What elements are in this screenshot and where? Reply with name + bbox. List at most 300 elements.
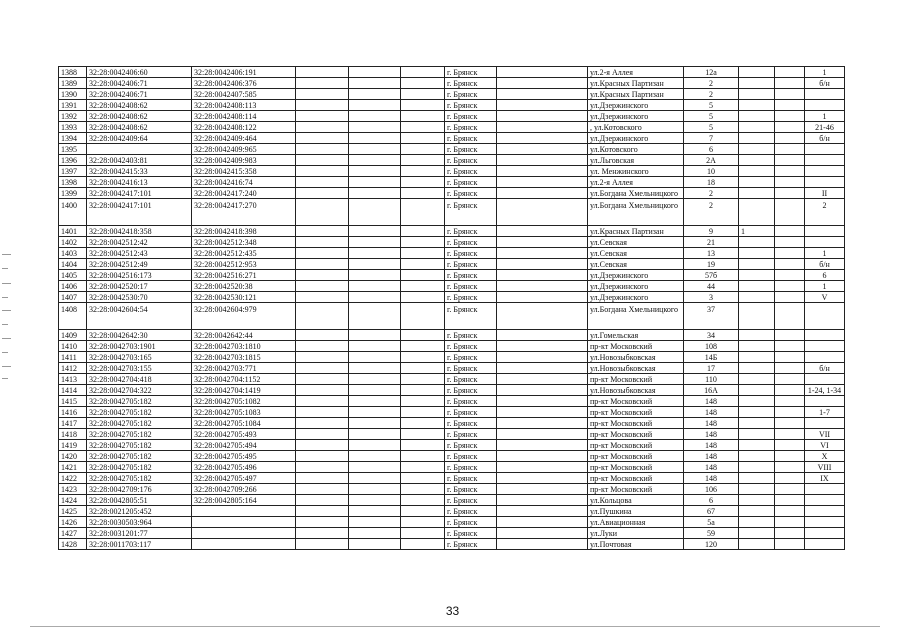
cell-part (805, 89, 845, 100)
cell-city: г. Брянск (445, 292, 497, 303)
table-row (59, 188, 845, 199)
empty-cell (775, 166, 805, 177)
empty-cell (401, 440, 445, 451)
cell-street: пр-кт Московский (588, 429, 684, 440)
cell-part: б/н (805, 133, 845, 144)
empty-cell (401, 484, 445, 495)
empty-cell (775, 281, 805, 292)
cell-cad: 32:28:0042418:358 (87, 226, 192, 237)
cell-cad2: 32:28:0042409:464 (192, 133, 296, 144)
empty-cell (775, 352, 805, 363)
cell-bld: 108 (684, 341, 739, 352)
empty-cell (296, 188, 349, 199)
cell-extra (739, 374, 775, 385)
cell-street: ул.Богдана Хмельницкого (588, 199, 684, 226)
empty-cell (296, 528, 349, 539)
empty-cell (349, 166, 401, 177)
empty-cell (775, 330, 805, 341)
cell-city: г. Брянск (445, 78, 497, 89)
empty-cell (401, 407, 445, 418)
cell-street: ул.Дзержинского (588, 111, 684, 122)
cell-extra (739, 341, 775, 352)
cell-cad: 32:28:0042703:155 (87, 363, 192, 374)
cell-street: ул.Новозыбковская (588, 352, 684, 363)
table-row (59, 67, 845, 78)
cell-cad2: 32:28:0042417:240 (192, 188, 296, 199)
cell-extra (739, 67, 775, 78)
cell-street: ул.Дзержинского (588, 292, 684, 303)
cell-street: пр-кт Московский (588, 418, 684, 429)
cell-extra (739, 385, 775, 396)
cell-extra (739, 177, 775, 188)
empty-cell (349, 330, 401, 341)
empty-cell (296, 517, 349, 528)
empty-cell (497, 407, 588, 418)
cell-street: пр-кт Московский (588, 440, 684, 451)
empty-cell (349, 188, 401, 199)
edge-mark (2, 268, 8, 269)
cell-cad2: 32:28:0042512:953 (192, 259, 296, 270)
cell-bld: 5 (684, 122, 739, 133)
cell-part (805, 226, 845, 237)
empty-cell (401, 303, 445, 330)
cell-part (805, 144, 845, 155)
table-row (59, 539, 845, 550)
empty-cell (401, 396, 445, 407)
cell-city: г. Брянск (445, 418, 497, 429)
table-row (59, 111, 845, 122)
empty-cell (401, 122, 445, 133)
cell-street: ул.Дзержинского (588, 281, 684, 292)
cell-part: 2 (805, 199, 845, 226)
cell-part: б/н (805, 363, 845, 374)
empty-cell (497, 352, 588, 363)
empty-cell (497, 226, 588, 237)
cell-cad2 (192, 517, 296, 528)
cell-cad2: 32:28:0042408:122 (192, 122, 296, 133)
cell-city: г. Брянск (445, 177, 497, 188)
register-sheet (58, 66, 844, 550)
cell-cad: 32:28:0042408:62 (87, 122, 192, 133)
edge-mark (2, 352, 8, 353)
cell-city: г. Брянск (445, 144, 497, 155)
empty-cell (296, 259, 349, 270)
table-row (59, 440, 845, 451)
cell-city: г. Брянск (445, 440, 497, 451)
cell-part (805, 418, 845, 429)
empty-cell (775, 517, 805, 528)
cell-street: ул. Менжинского (588, 166, 684, 177)
empty-cell (497, 237, 588, 248)
cell-cad2 (192, 506, 296, 517)
cell-street: ул.Льговская (588, 155, 684, 166)
cell-extra (739, 100, 775, 111)
table-row (59, 385, 845, 396)
empty-cell (349, 539, 401, 550)
empty-cell (497, 506, 588, 517)
empty-cell (497, 473, 588, 484)
empty-cell (497, 111, 588, 122)
cell-cad: 32:28:0042705:182 (87, 407, 192, 418)
empty-cell (497, 89, 588, 100)
table-row (59, 281, 845, 292)
empty-cell (296, 385, 349, 396)
cell-city: г. Брянск (445, 429, 497, 440)
cell-cad: 32:28:0042705:182 (87, 396, 192, 407)
empty-cell (497, 528, 588, 539)
cell-street: пр-кт Московский (588, 462, 684, 473)
cell-cad: 32:28:0042703:165 (87, 352, 192, 363)
empty-cell (775, 270, 805, 281)
empty-cell (775, 506, 805, 517)
cell-cad: 32:28:0042705:182 (87, 462, 192, 473)
cell-cad2: 32:28:0042604:979 (192, 303, 296, 330)
cell-city: г. Брянск (445, 473, 497, 484)
cell-bld: 148 (684, 473, 739, 484)
empty-cell (497, 122, 588, 133)
cell-bld: 5а (684, 517, 739, 528)
cell-part (805, 506, 845, 517)
cell-street: ул.Новозыбковская (588, 363, 684, 374)
empty-cell (296, 100, 349, 111)
empty-cell (497, 133, 588, 144)
cell-cad2: 32:28:0042409:983 (192, 155, 296, 166)
cell-extra (739, 303, 775, 330)
cell-street: ул.Красных Партизан (588, 78, 684, 89)
empty-cell (401, 78, 445, 89)
cell-bld: 59 (684, 528, 739, 539)
cell-part: 1 (805, 67, 845, 78)
empty-cell (497, 188, 588, 199)
empty-cell (775, 199, 805, 226)
cell-extra: 1 (739, 226, 775, 237)
cell-bld: 148 (684, 451, 739, 462)
cell-street: ул.Богдана Хмельницкого (588, 188, 684, 199)
cell-cad: 32:28:0042512:42 (87, 237, 192, 248)
empty-cell (497, 292, 588, 303)
empty-cell (349, 396, 401, 407)
cell-part (805, 528, 845, 539)
cell-num: 1424 (59, 495, 87, 506)
cell-city: г. Брянск (445, 199, 497, 226)
empty-cell (349, 484, 401, 495)
cell-num: 1416 (59, 407, 87, 418)
empty-cell (775, 78, 805, 89)
empty-cell (497, 374, 588, 385)
cell-cad: 32:28:0042416:13 (87, 177, 192, 188)
cell-city: г. Брянск (445, 341, 497, 352)
table-row (59, 407, 845, 418)
table-row (59, 473, 845, 484)
empty-cell (349, 122, 401, 133)
cell-cad2 (192, 539, 296, 550)
empty-cell (775, 484, 805, 495)
cell-street: ул.Дзержинского (588, 270, 684, 281)
cell-part (805, 155, 845, 166)
empty-cell (497, 484, 588, 495)
cell-bld: 110 (684, 374, 739, 385)
cell-num: 1411 (59, 352, 87, 363)
cell-extra (739, 429, 775, 440)
cell-cad: 32:28:0042705:182 (87, 418, 192, 429)
cell-extra (739, 78, 775, 89)
empty-cell (349, 177, 401, 188)
table-row (59, 363, 845, 374)
empty-cell (401, 188, 445, 199)
cell-part: б/н (805, 259, 845, 270)
empty-cell (775, 473, 805, 484)
empty-cell (775, 188, 805, 199)
empty-cell (349, 407, 401, 418)
cell-part: VIII (805, 462, 845, 473)
empty-cell (401, 418, 445, 429)
empty-cell (401, 89, 445, 100)
cell-bld: 2 (684, 89, 739, 100)
empty-cell (349, 528, 401, 539)
cell-cad (87, 144, 192, 155)
empty-cell (497, 385, 588, 396)
empty-cell (296, 539, 349, 550)
empty-cell (349, 248, 401, 259)
cell-cad: 32:28:0042705:182 (87, 451, 192, 462)
empty-cell (296, 440, 349, 451)
cell-bld: 37 (684, 303, 739, 330)
empty-cell (775, 539, 805, 550)
table-row (59, 177, 845, 188)
cell-num: 1400 (59, 199, 87, 226)
edge-mark (2, 366, 11, 367)
cell-num: 1399 (59, 188, 87, 199)
empty-cell (775, 429, 805, 440)
cell-city: г. Брянск (445, 363, 497, 374)
empty-cell (401, 473, 445, 484)
cell-cad2: 32:28:0042704:1152 (192, 374, 296, 385)
cell-bld: 67 (684, 506, 739, 517)
table-row (59, 451, 845, 462)
empty-cell (497, 341, 588, 352)
cell-cad2: 32:28:0042407:585 (192, 89, 296, 100)
cell-num: 1391 (59, 100, 87, 111)
empty-cell (401, 237, 445, 248)
cell-street: ул.Севская (588, 259, 684, 270)
cell-part: 1 (805, 281, 845, 292)
empty-cell (401, 528, 445, 539)
empty-cell (497, 78, 588, 89)
empty-cell (349, 462, 401, 473)
cell-extra (739, 517, 775, 528)
table-row (59, 396, 845, 407)
cell-street: ул.Красных Партизан (588, 89, 684, 100)
empty-cell (349, 270, 401, 281)
empty-cell (775, 122, 805, 133)
empty-cell (296, 177, 349, 188)
cell-street: пр-кт Московский (588, 374, 684, 385)
cell-num: 1401 (59, 226, 87, 237)
table-row (59, 144, 845, 155)
table-row (59, 259, 845, 270)
cell-bld: 3 (684, 292, 739, 303)
empty-cell (401, 133, 445, 144)
empty-cell (296, 341, 349, 352)
cell-city: г. Брянск (445, 122, 497, 133)
empty-cell (349, 89, 401, 100)
cell-cad2: 32:28:0042409:965 (192, 144, 296, 155)
cell-cad: 32:28:0042530:70 (87, 292, 192, 303)
empty-cell (296, 506, 349, 517)
cell-num: 1393 (59, 122, 87, 133)
cell-street: ул.2-я Аллея (588, 177, 684, 188)
cell-cad: 32:28:0042642:30 (87, 330, 192, 341)
empty-cell (401, 67, 445, 78)
empty-cell (296, 363, 349, 374)
cell-part: VI (805, 440, 845, 451)
cell-street: пр-кт Московский (588, 484, 684, 495)
empty-cell (296, 462, 349, 473)
empty-cell (497, 177, 588, 188)
cell-num: 1427 (59, 528, 87, 539)
cell-cad: 32:28:0042704:322 (87, 385, 192, 396)
empty-cell (349, 352, 401, 363)
cell-bld: 21 (684, 237, 739, 248)
cell-cad: 32:28:0042516:173 (87, 270, 192, 281)
cell-cad2: 32:28:0042805:164 (192, 495, 296, 506)
cell-part (805, 237, 845, 248)
empty-cell (497, 462, 588, 473)
cell-street: пр-кт Московский (588, 407, 684, 418)
empty-cell (349, 111, 401, 122)
cell-extra (739, 462, 775, 473)
cell-extra (739, 418, 775, 429)
empty-cell (775, 462, 805, 473)
cell-num: 1396 (59, 155, 87, 166)
cell-num: 1402 (59, 237, 87, 248)
cell-city: г. Брянск (445, 155, 497, 166)
cell-num: 1409 (59, 330, 87, 341)
edge-mark (2, 254, 11, 255)
table-row (59, 429, 845, 440)
empty-cell (296, 270, 349, 281)
cell-cad: 32:28:0042704:418 (87, 374, 192, 385)
cell-city: г. Брянск (445, 528, 497, 539)
empty-cell (349, 144, 401, 155)
cell-city: г. Брянск (445, 67, 497, 78)
cell-cad2: 32:28:0042512:435 (192, 248, 296, 259)
cell-city: г. Брянск (445, 539, 497, 550)
empty-cell (349, 429, 401, 440)
cell-city: г. Брянск (445, 396, 497, 407)
cell-bld: 2 (684, 188, 739, 199)
cell-num: 1414 (59, 385, 87, 396)
cell-num: 1390 (59, 89, 87, 100)
cell-part (805, 341, 845, 352)
empty-cell (349, 133, 401, 144)
cell-cad: 32:28:0031201:77 (87, 528, 192, 539)
empty-cell (296, 144, 349, 155)
edge-mark (2, 378, 8, 379)
cell-city: г. Брянск (445, 226, 497, 237)
table-row (59, 462, 845, 473)
cell-cad2: 32:28:0042703:771 (192, 363, 296, 374)
empty-cell (401, 166, 445, 177)
empty-cell (775, 341, 805, 352)
empty-cell (775, 407, 805, 418)
empty-cell (296, 78, 349, 89)
cell-cad2: 32:28:0042705:1082 (192, 396, 296, 407)
cell-cad: 32:28:0030503:964 (87, 517, 192, 528)
cell-num: 1421 (59, 462, 87, 473)
empty-cell (401, 462, 445, 473)
empty-cell (775, 248, 805, 259)
cell-cad2: 32:28:0042512:348 (192, 237, 296, 248)
cell-num: 1420 (59, 451, 87, 462)
empty-cell (497, 396, 588, 407)
cell-extra (739, 396, 775, 407)
empty-cell (401, 385, 445, 396)
cell-extra (739, 155, 775, 166)
cell-num: 1428 (59, 539, 87, 550)
empty-cell (497, 270, 588, 281)
cell-cad2: 32:28:0042406:376 (192, 78, 296, 89)
cell-cad: 32:28:0042512:49 (87, 259, 192, 270)
empty-cell (296, 237, 349, 248)
empty-cell (401, 155, 445, 166)
cell-city: г. Брянск (445, 188, 497, 199)
cell-bld: 2 (684, 199, 739, 226)
empty-cell (349, 100, 401, 111)
empty-cell (296, 451, 349, 462)
empty-cell (349, 473, 401, 484)
cell-cad: 32:28:0042406:71 (87, 78, 192, 89)
cell-extra (739, 330, 775, 341)
cell-city: г. Брянск (445, 259, 497, 270)
table-row (59, 352, 845, 363)
cell-part (805, 352, 845, 363)
empty-cell (775, 440, 805, 451)
empty-cell (296, 374, 349, 385)
empty-cell (401, 363, 445, 374)
page-number: 33 (445, 604, 460, 618)
empty-cell (296, 166, 349, 177)
cell-cad2: 32:28:0042520:38 (192, 281, 296, 292)
cell-part: X (805, 451, 845, 462)
empty-cell (497, 303, 588, 330)
empty-cell (775, 385, 805, 396)
cell-part (805, 303, 845, 330)
cell-bld: 148 (684, 462, 739, 473)
empty-cell (296, 429, 349, 440)
cell-street: пр-кт Московский (588, 473, 684, 484)
cell-num: 1407 (59, 292, 87, 303)
empty-cell (775, 89, 805, 100)
empty-cell (775, 237, 805, 248)
cell-bld: 19 (684, 259, 739, 270)
empty-cell (775, 374, 805, 385)
empty-cell (296, 396, 349, 407)
cell-bld: 18 (684, 177, 739, 188)
empty-cell (775, 451, 805, 462)
cell-bld: 148 (684, 396, 739, 407)
empty-cell (349, 259, 401, 270)
table-row (59, 418, 845, 429)
cell-city: г. Брянск (445, 517, 497, 528)
cell-bld: 10 (684, 166, 739, 177)
empty-cell (349, 155, 401, 166)
empty-cell (349, 78, 401, 89)
table-row (59, 495, 845, 506)
cell-bld: 57б (684, 270, 739, 281)
cell-cad2: 32:28:0042416:74 (192, 177, 296, 188)
table-row (59, 374, 845, 385)
